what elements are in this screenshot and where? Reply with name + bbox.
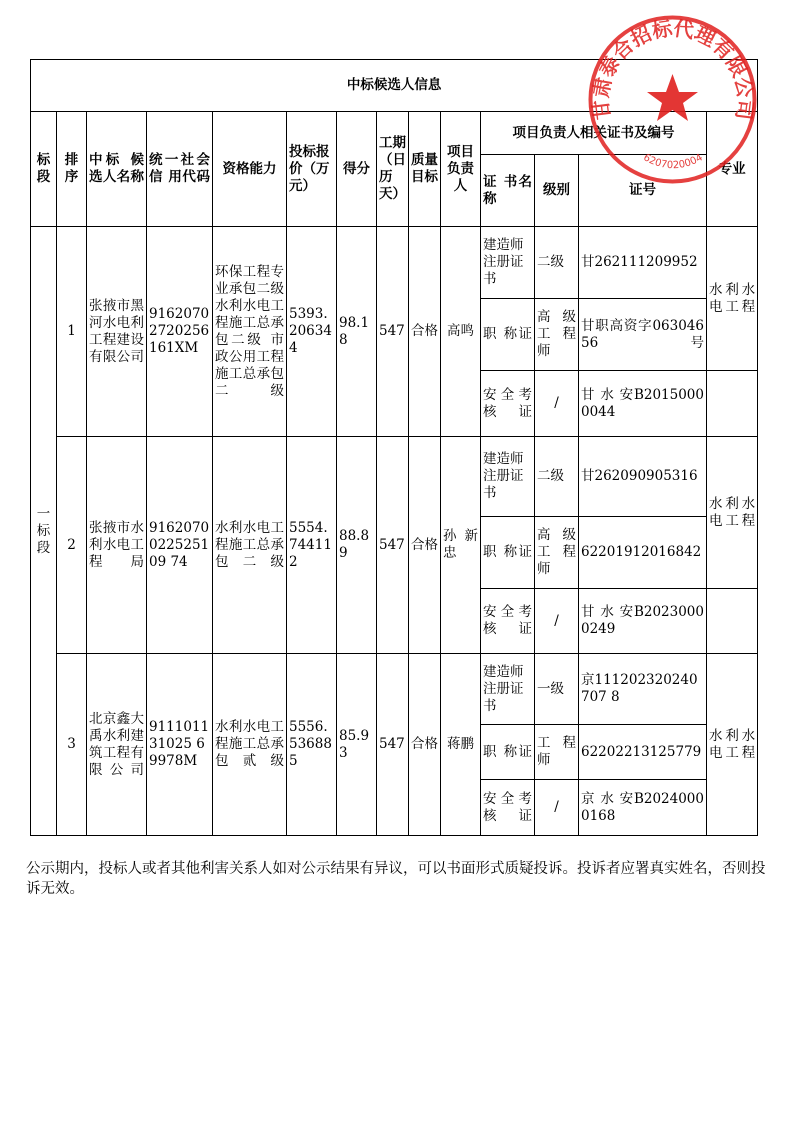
specialty: 水利水电工程 — [707, 227, 758, 371]
quality: 合格 — [409, 654, 441, 836]
bid-price: 5393.206344 — [287, 227, 337, 437]
cert-level: / — [535, 780, 579, 836]
header-qualification: 资格能力 — [213, 112, 287, 227]
section-name: 一标段 — [31, 227, 57, 836]
qualification: 水利水电工程施工总承包贰级 — [213, 654, 287, 836]
header-price: 投标报价（万元） — [287, 112, 337, 227]
cert-name: 安全考核证 — [481, 371, 535, 437]
manager: 孙新忠 — [441, 437, 481, 654]
company-name: 张掖市水利水电工程局 — [87, 437, 147, 654]
stamp-text: 甘肃泰合招标代理有限公司 — [588, 16, 758, 122]
score: 85.93 — [337, 654, 377, 836]
cert-no: 京111202320240707 8 — [579, 654, 707, 725]
header-cert-level: 级别 — [535, 155, 579, 227]
cert-name: 建造师注册证书 — [481, 654, 535, 725]
cert-name: 建造师注册证书 — [481, 437, 535, 517]
company-stamp — [585, 12, 760, 187]
credit-code: 911101131025 69978M — [147, 654, 213, 836]
score: 88.89 — [337, 437, 377, 654]
qualification: 环保工程专业承包二级 水利水电工程施工总承包二级 市政公用工程施工总承包二级 — [213, 227, 287, 437]
cert-name: 职 称证 — [481, 725, 535, 780]
cert-level: 高 级工程师 — [535, 517, 579, 589]
cert-name: 职 称证 — [481, 299, 535, 371]
manager: 蒋鹏 — [441, 654, 481, 836]
header-cert-group: 项目负责人相关证书及编号 — [481, 112, 707, 155]
rank: 3 — [57, 654, 87, 836]
quality: 合格 — [409, 437, 441, 654]
table-row — [31, 437, 758, 517]
header-cert-no: 证号 — [579, 155, 707, 227]
header-period: 工期（日历天） — [377, 112, 409, 227]
header-credit-code: 统一社会信 用代码 — [147, 112, 213, 227]
bid-price: 5554.744112 — [287, 437, 337, 654]
table-row — [31, 654, 758, 725]
cert-no: 甘 水 安B20230000249 — [579, 589, 707, 654]
quality: 合格 — [409, 227, 441, 437]
header-specialty: 专业 — [707, 112, 758, 227]
period: 547 — [377, 654, 409, 836]
rank: 1 — [57, 227, 87, 437]
header-cert-name: 证 书名称 — [481, 155, 535, 227]
manager: 高鸣 — [441, 227, 481, 437]
empty-cell — [707, 589, 758, 654]
company-name: 张掖市黑河水电利工程建设有限公司 — [87, 227, 147, 437]
credit-code: 91620702720256161XM — [147, 227, 213, 437]
cert-name: 安全考核证 — [481, 780, 535, 836]
header-quality: 质量目标 — [409, 112, 441, 227]
cert-no: 62202213125779 — [579, 725, 707, 780]
cert-level: 工 程师 — [535, 725, 579, 780]
cert-no: 甘 水 安B20150000044 — [579, 371, 707, 437]
cert-level: 高 级工程师 — [535, 299, 579, 371]
specialty: 水利水电工程 — [707, 437, 758, 589]
notice-text: 公示期内，投标人或者其他利害关系人如对公示结果有异议，可以书面形式质疑投诉。投诉者应署真实姓名，否则投诉无效。 — [26, 861, 766, 897]
cert-no: 62201912016842 — [579, 517, 707, 589]
cert-level: 二级 — [535, 437, 579, 517]
header-score: 得分 — [337, 112, 377, 227]
table-row — [31, 227, 758, 299]
cert-name: 建造师注册证书 — [481, 227, 535, 299]
cert-level: / — [535, 589, 579, 654]
cert-name: 安全考核证 — [481, 589, 535, 654]
cert-no: 甘职高资字06304656号 — [579, 299, 707, 371]
table-title: 中标候选人信息 — [31, 60, 758, 112]
header-company: 中标 候选人名称 — [87, 112, 147, 227]
header-rank: 排序 — [57, 112, 87, 227]
header-manager: 项目负责人 — [441, 112, 481, 227]
period: 547 — [377, 227, 409, 437]
period: 547 — [377, 437, 409, 654]
bid-price: 5556.536885 — [287, 654, 337, 836]
cert-no: 甘262111209952 — [579, 227, 707, 299]
qualification: 水利水电工程施工总承包二级 — [213, 437, 287, 654]
empty-cell — [707, 371, 758, 437]
rank: 2 — [57, 437, 87, 654]
specialty: 水利水电工程 — [707, 654, 758, 836]
header-section: 标段 — [31, 112, 57, 227]
stamp-code: 6207020004 — [641, 152, 705, 172]
score: 98.18 — [337, 227, 377, 437]
company-name: 北京鑫大禹水利建筑工程有限公司 — [87, 654, 147, 836]
cert-level: 一级 — [535, 654, 579, 725]
cert-no: 京 水 安B20240000168 — [579, 780, 707, 836]
cert-name: 职 称证 — [481, 517, 535, 589]
cert-level: 二级 — [535, 227, 579, 299]
credit-code: 9162070022525109 74 — [147, 437, 213, 654]
cert-level: / — [535, 371, 579, 437]
cert-no: 甘262090905316 — [579, 437, 707, 517]
